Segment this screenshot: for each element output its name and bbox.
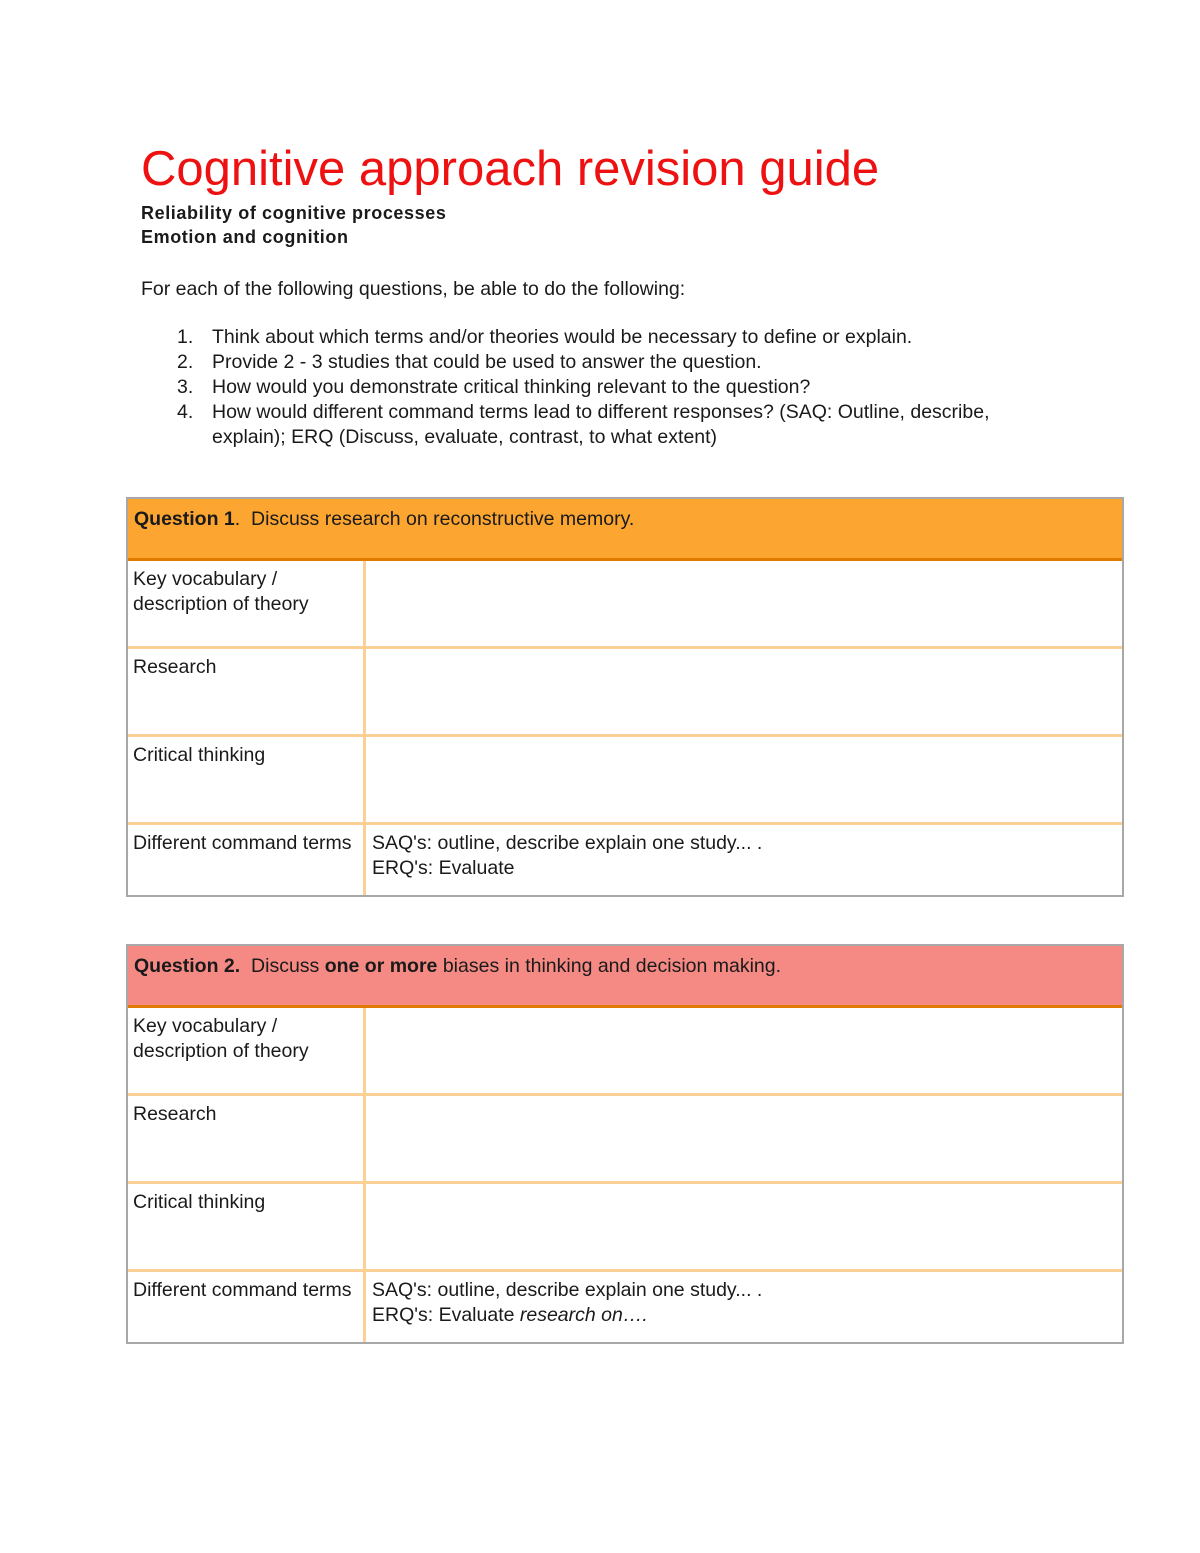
list-text: How would different command terms lead to different responses? (SAQ: Outline, describe, explain); ERQ (Discuss, evaluate, contrast, to what extent) [212,401,990,448]
command-erq-text: ERQ's: Evaluate [372,857,515,879]
question-2-text-before: Discuss [251,955,320,977]
table-row [128,825,1122,895]
question-1-label: Question 1 [134,508,235,530]
question-2-header [128,946,1122,1008]
question-2-table [126,944,1124,1344]
row-label-research: Research [128,1096,366,1181]
list-item [141,325,1041,350]
answer-cell-command-terms[interactable] [366,1272,1122,1342]
row-label-critical-thinking: Critical thinking [128,737,366,822]
row-label-vocabulary: Key vocabulary / description of theory [128,1008,366,1093]
command-erq-prefix: ERQ's: Evaluate [372,1304,515,1326]
list-item [141,375,1041,400]
list-text: Think about which terms and/or theories would be necessary to define or explain. [212,326,913,348]
list-number: 4. [177,401,194,423]
command-saq-text: SAQ's: outline, describe explain one study... . [372,1279,763,1301]
intro-text: For each of the following questions, be able to do the following: [141,278,686,300]
page-title: Cognitive approach revision guide [141,142,880,196]
list-item [141,400,1041,450]
question-1-table [126,497,1124,897]
answer-cell-vocabulary[interactable] [366,1008,1122,1093]
list-number: 3. [177,376,194,398]
row-label-vocabulary: Key vocabulary / description of theory [128,561,366,646]
list-number: 1. [177,326,194,348]
table-row [128,1096,1122,1184]
list-number: 2. [177,351,194,373]
question-1-header [128,499,1122,561]
instruction-list [141,325,1041,450]
command-saq-text: SAQ's: outline, describe explain one study... . [372,832,763,854]
question-2-label: Question 2. [134,955,241,977]
row-label-critical-thinking: Critical thinking [128,1184,366,1269]
answer-cell-research[interactable] [366,649,1122,734]
answer-cell-research[interactable] [366,1096,1122,1181]
row-label-command-terms: Different command terms [128,825,366,895]
answer-cell-critical-thinking[interactable] [366,1184,1122,1269]
table-row [128,1272,1122,1342]
list-text: How would you demonstrate critical thinking relevant to the question? [212,376,811,398]
row-label-research: Research [128,649,366,734]
question-1-label-suffix: . [234,508,241,530]
question-1-text: Discuss research on reconstructive memory. [251,508,635,530]
subtitle-reliability: Reliability of cognitive processes [141,203,447,223]
table-row [128,1008,1122,1096]
question-2-text-after: biases in thinking and decision making. [442,955,782,977]
question-2-text-bold: one or more [324,955,438,977]
subtitle-emotion: Emotion and cognition [141,227,349,247]
list-item [141,350,1041,375]
answer-cell-vocabulary[interactable] [366,561,1122,646]
answer-cell-critical-thinking[interactable] [366,737,1122,822]
table-row [128,649,1122,737]
table-row [128,561,1122,649]
command-erq-line [372,1303,1116,1328]
list-text: Provide 2 - 3 studies that could be used to answer the question. [212,351,762,373]
table-row [128,737,1122,825]
row-label-command-terms: Different command terms [128,1272,366,1342]
command-erq-italic: research on…. [519,1304,648,1326]
answer-cell-command-terms[interactable] [366,825,1122,895]
table-row [128,1184,1122,1272]
